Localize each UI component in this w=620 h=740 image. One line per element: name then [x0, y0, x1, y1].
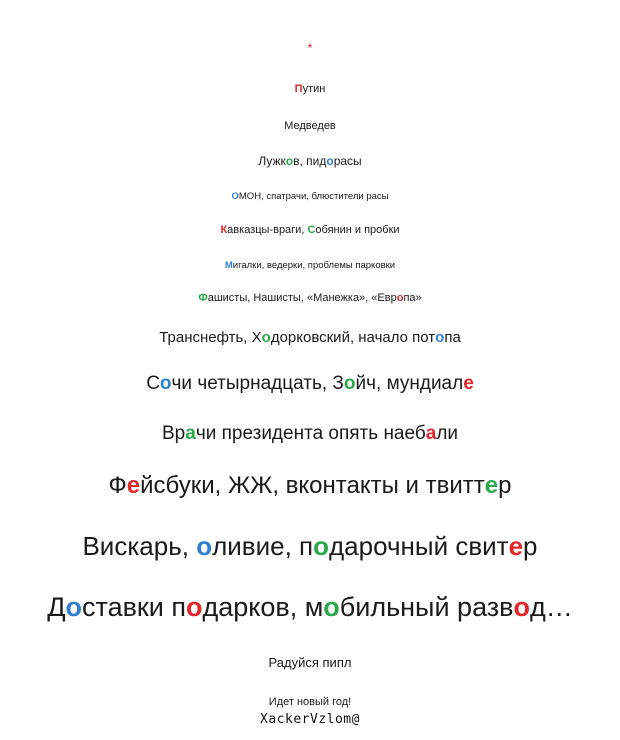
- ornament-letter: о: [513, 592, 531, 622]
- ornament-letter: о: [185, 592, 203, 622]
- line-text: Ф: [108, 472, 127, 499]
- tree-line: [0, 594, 620, 621]
- tree-line: [0, 474, 620, 498]
- ornament-letter: С: [307, 224, 316, 236]
- tree-line: [0, 155, 620, 167]
- line-text: ливие, п: [212, 531, 314, 561]
- ornament-letter: е: [126, 472, 141, 499]
- ornament-letter: а: [425, 423, 437, 444]
- ornament-letter: о: [159, 373, 172, 394]
- line-text: д…: [530, 592, 573, 622]
- ornament-letter: о: [396, 292, 404, 304]
- line-text: йсбуки, ЖЖ, вконтакты и твитт: [140, 472, 485, 499]
- line-text: Вр: [161, 423, 186, 444]
- tree-line: [0, 261, 620, 271]
- tree-line: [0, 330, 620, 345]
- ornament-letter: о: [196, 531, 213, 561]
- line-text: Д: [47, 592, 66, 622]
- line-text: Радуйся пипл: [268, 655, 352, 670]
- line-text: дарков, м: [202, 592, 324, 622]
- ornament-letter: П: [294, 83, 303, 95]
- ornament-letter: М: [224, 260, 233, 271]
- line-text: ашисты, Нашисты, «Манежка», «Евр: [207, 292, 397, 304]
- tree-line: [0, 121, 620, 132]
- line-text: ставки п: [82, 592, 186, 622]
- ornament-letter: о: [261, 329, 271, 346]
- line-text: р: [498, 472, 512, 499]
- line-text: па: [444, 329, 461, 346]
- line-text: чи президента опять наеб: [195, 423, 426, 444]
- ornament-letter: о: [285, 154, 294, 168]
- line-text: Идет новый год!: [268, 696, 352, 708]
- tree-line: [0, 697, 620, 708]
- line-text: МОН, спатрачи, блюстители расы: [238, 191, 389, 202]
- ornament-letter: о: [313, 531, 330, 561]
- ornament-letter: е: [484, 472, 499, 499]
- line-text: Транснефть, Х: [159, 329, 262, 346]
- line-text: р: [523, 531, 538, 561]
- line-text: расы: [333, 154, 362, 168]
- line-text: йч, мундиал: [355, 373, 464, 394]
- ornament-letter: о: [343, 373, 356, 394]
- line-text: авказцы-враги,: [227, 224, 308, 236]
- ornament-letter: о: [326, 154, 334, 168]
- signature: XackerVzlom@: [260, 712, 360, 727]
- line-text: Медведев: [284, 120, 336, 132]
- tree-line: [0, 84, 620, 95]
- line-text: ли: [436, 423, 459, 444]
- line-text: Лужк: [258, 154, 286, 168]
- ornament-letter: Ф: [198, 292, 208, 304]
- ornament-letter: О: [231, 191, 239, 202]
- ornament-letter: о: [323, 592, 340, 622]
- line-text: бильный разв: [339, 592, 514, 622]
- ornament-letter: о: [65, 592, 82, 622]
- ornament-letter: о: [435, 329, 445, 346]
- ornament-letter: К: [220, 224, 228, 236]
- tree-line: [0, 533, 620, 559]
- tree-line: [0, 293, 620, 304]
- tree-line: [0, 656, 620, 669]
- line-text: па»: [403, 292, 422, 304]
- line-text: чи четырнадцать, З: [171, 373, 344, 394]
- line-text: игалки, ведерки, проблемы парковки: [232, 260, 396, 271]
- tree-line: [0, 225, 620, 236]
- tree-line: [0, 192, 620, 202]
- ornament-letter: а: [185, 423, 196, 444]
- line-text: утин: [302, 83, 326, 95]
- line-text: в, пид: [293, 154, 327, 168]
- line-text: дарочный свит: [329, 531, 509, 561]
- ornament-letter: е: [508, 531, 524, 561]
- line-text: обянин и пробки: [315, 224, 400, 236]
- line-text: Вискарь,: [82, 531, 197, 561]
- tree-line: [0, 424, 620, 443]
- tree-line: [0, 374, 620, 393]
- line-text: С: [146, 373, 160, 394]
- ornament-letter: е: [463, 373, 474, 394]
- line-text: дорковский, начало пот: [270, 329, 436, 346]
- tree-star: *: [307, 41, 313, 55]
